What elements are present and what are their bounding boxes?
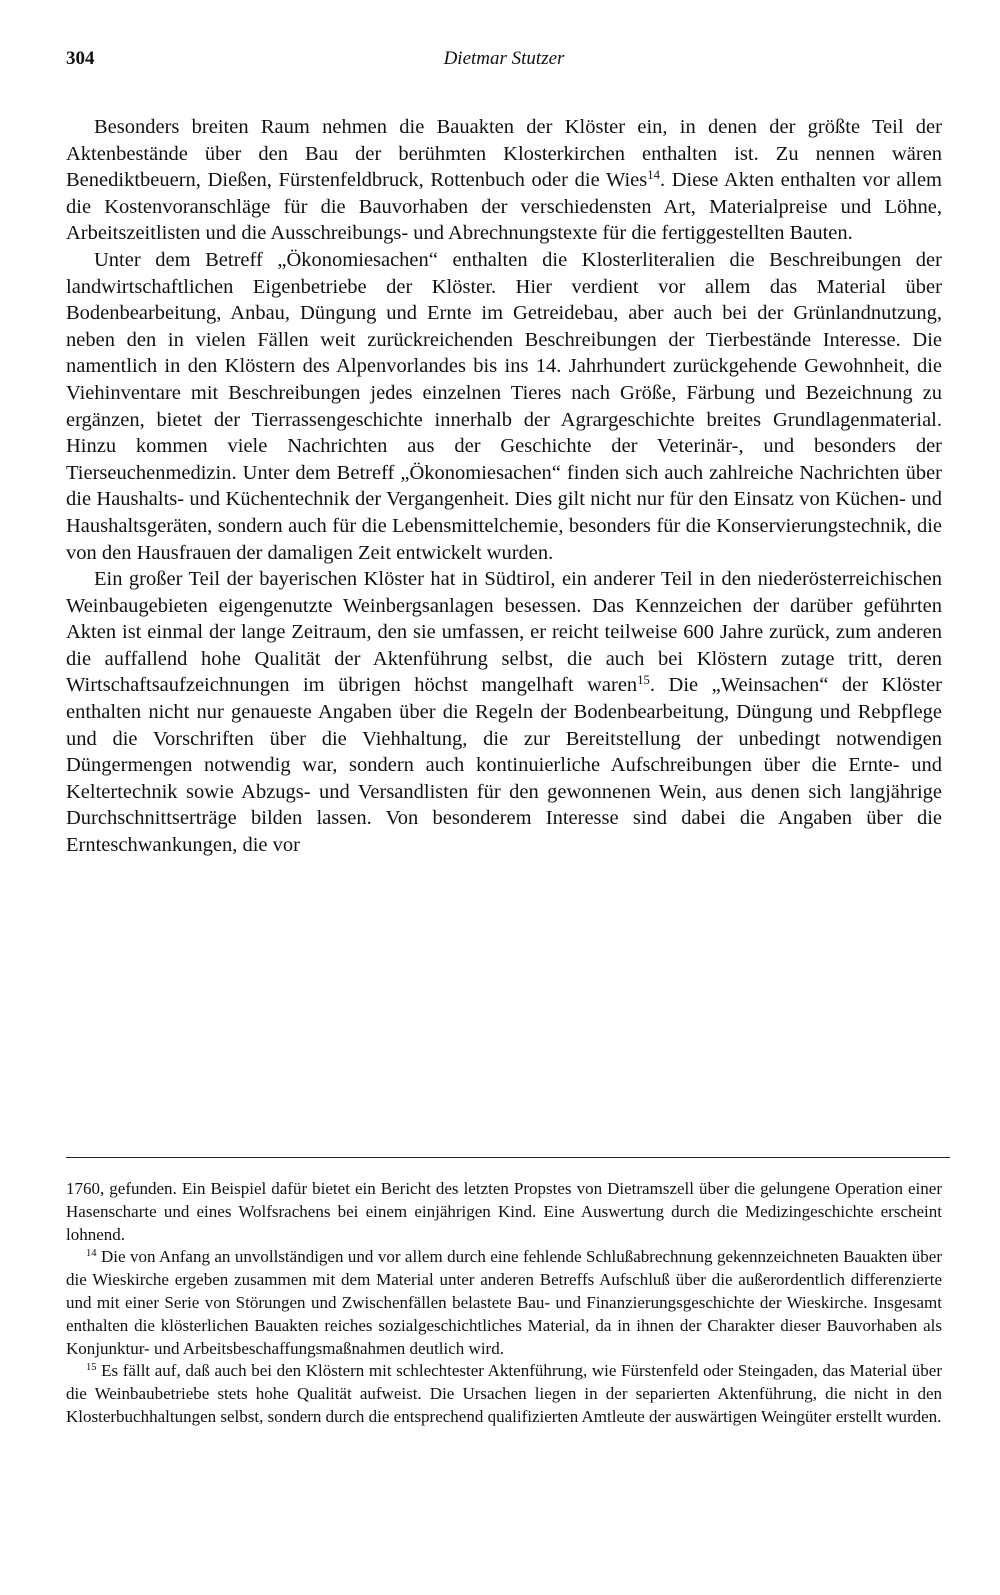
running-head-author: Dietmar Stutzer bbox=[443, 48, 565, 69]
paragraph-text: . Diese Akten enthalten vor allem die Kostenvoranschläge für die Bauvorhaben der verschiedensten Art, Materialpreise und Löhne, Arbeitszeitlisten und die Ausschreibungs- und Abrechnungstexte für die fertiggestellten Bauten. bbox=[66, 169, 942, 245]
paragraph-economic-records: Unter dem Betreff „Ökonomiesachen“ enthalten die Klosterliteralien die Beschreibungen der landwirtschaftlichen Eigenbetriebe der Klöster. Hier verdient vor allem das Material über Bodenbearbeitung, Anbau, Düngung und Ernte im Getreidebau, aber auch bei der Grünlandnutzung, neben den in vielen Fällen weit zurückreichenden Beschreibungen der Tierbestände Interesse. Die namentlich in den Klöstern des Alpenvorlandes bis ins 14. Jahrhundert zurückgehende Gewohnheit, die Viehinventare mit Beschreibungen jedes einzelnen Tieres nach Größe, Färbung und Bezeichnung zu ergänzen, bietet der Tierrassengeschichte innerhalb der Agrargeschichte breites Grundlagenmaterial. Hinzu kommen viele Nachrichten aus der Geschichte der Veterinär-, und besonders der Tierseuchenmedizin. Unter dem Betreff „Ökonomiesachen“ finden sich auch zahlreiche Nachrichten über die Haushalts- und Küchentechnik der Vergangenheit. Dies gilt nicht nur für den Einsatz von Küchen- und Haushaltsgeräten, sondern auch für die Lebensmittelchemie, besonders für die Konservierungstechnik, die von den Hausfrauen der damaligen Zeit entwickelt wurden. bbox=[66, 248, 942, 564]
page-number: 304 bbox=[66, 48, 95, 69]
page-header bbox=[66, 48, 942, 78]
footnotes bbox=[66, 1178, 942, 1429]
footnote-text: Die von Anfang an unvollständigen und vor allem durch eine fehlende Schlußabrechnung gekennzeichneten Bauakten über die Wieskirche ergeben zusammen mit dem Material unter anderen Betreffs Aufschluß über die außerordentlich differenzierte und mit einer Serie von Störungen und Zwischenfällen belastete Bau- und Finanzierungsgeschichte der Wieskirche. Insgesamt enthalten die klösterlichen Bauakten reiches sozialgeschichtliches Material, da in ihnen der Charakter dieser Bauvorhaben als Konjunktur- und Arbeitsbeschaffungsmaßnahmen deutlich wird. bbox=[66, 1247, 942, 1358]
footnote-continued: 1760, gefunden. Ein Beispiel dafür bietet ein Bericht des letzten Propstes von Dietramszell über die gelungene Operation einer Hasenscharte und eines Wolfsrachens bei einem einjährigen Kind. Eine Auswertung durch die Medizingeschichte erscheint lohnend. bbox=[66, 1179, 942, 1244]
paragraph-wine-records bbox=[66, 566, 942, 859]
footnote-separator bbox=[66, 1157, 950, 1158]
footnote-reference: 15 bbox=[637, 673, 650, 688]
footnote-14 bbox=[66, 1246, 942, 1360]
paragraph-text: . Die „Weinsachen“ der Klöster enthalten nicht nur genaueste Angaben über die Regeln der Bodenbearbeitung, Düngung und Rebpflege und die Vorschriften über die Viehhaltung, die zur Bereitstellung der unbedingt notwendigen Düngermengen notwendig war, sondern auch kontinuierliche Aufschreibungen über die Ernte- und Keltertechnik sowie Abzugs- und Versandlisten für den gewonnenen Wein, aus denen sich langjährige Durchschnittserträge bilden lassen. Von besonderem Interesse sind dabei die Angaben über die Ernteschwankungen, die vor bbox=[66, 674, 942, 857]
footnote-reference: 14 bbox=[647, 168, 660, 183]
paragraph-text: Besonders breiten Raum nehmen die Bauakten der Klöster ein, in denen der größte Teil der Aktenbestände über den Bau der berühmten Klosterkirchen enthalten ist. Zu nennen wären Benediktbeuern, Dießen, Fürstenfeldbruck, Rottenbuch oder die Wies bbox=[66, 116, 942, 192]
paragraph-building-records bbox=[66, 114, 942, 247]
main-text bbox=[66, 114, 942, 859]
footnote-number: 14 bbox=[86, 1248, 97, 1260]
paragraph-text: Ein großer Teil der bayerischen Klöster hat in Südtirol, ein anderer Teil in den niederösterreichischen Weinbaugebieten eigengenutzte Weinbergsanlagen besessen. Das Kennzeichen der darüber geführten Akten ist einmal der lange Zeitraum, den sie umfassen, er reicht teilweise 600 Jahre zurück, zum anderen die auffallend hohe Qualität der Aktenführung selbst, die auch bei Klöstern zutage tritt, deren Wirtschaftsaufzeichnungen im übrigen höchst mangelhaft waren bbox=[66, 568, 942, 697]
footnote-15 bbox=[66, 1360, 942, 1428]
footnote-text: Es fällt auf, daß auch bei den Klöstern mit schlechtester Aktenführung, wie Fürstenfeld oder Steingaden, das Material über die Weinbaubetriebe stets hohe Qualität aufweist. Die Ursachen liegen in der separierten Aktenführung, die nicht in den Klosterbuchhaltungen selbst, sondern durch die entsprechend qualifizierten Amtleute der auswärtigen Weingüter erstellt wurden. bbox=[66, 1361, 942, 1426]
footnote-number: 15 bbox=[86, 1362, 97, 1374]
